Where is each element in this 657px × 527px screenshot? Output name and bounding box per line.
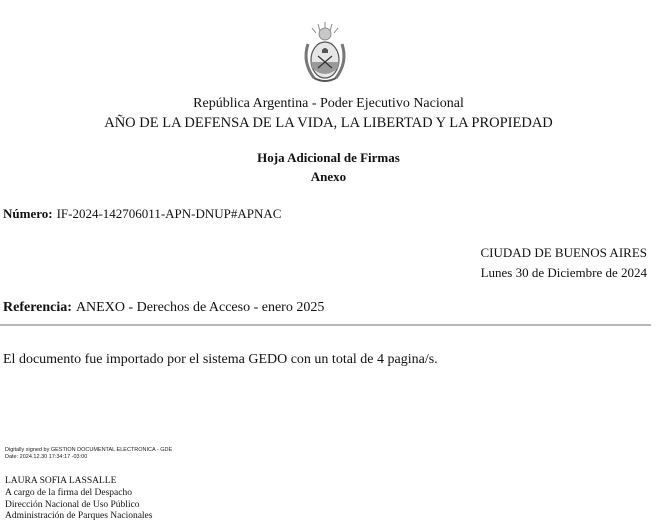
digital-signature-date: Date: 2024.12.30 17:34:17 -03:00 <box>5 453 88 460</box>
signer-role: A cargo de la firma del Despacho <box>5 488 132 498</box>
referencia-value: ANEXO - Derechos de Acceso - enero 2025 <box>75 300 325 315</box>
referencia-label: Referencia: <box>3 300 72 315</box>
reference <box>3 300 324 316</box>
city: CIUDAD DE BUENOS AIRES <box>480 245 647 260</box>
signer-name: LAURA SOFIA LASSALLE <box>5 476 117 486</box>
institution-header: República Argentina - Poder Ejecutivo Nacional <box>193 96 464 111</box>
document-date: Lunes 30 de Diciembre de 2024 <box>480 265 647 280</box>
argentina-coat-of-arms-icon <box>300 20 350 86</box>
document-subtitle: Anexo <box>310 169 347 184</box>
body-text: El documento fue importado por el sistema GEDO con un total de 4 pagina/s. <box>3 352 438 367</box>
divider <box>0 324 651 326</box>
signer-unit: Dirección Nacional de Uso Público <box>5 500 140 510</box>
document-number <box>3 206 281 222</box>
digital-signature-line: Digitally signed by GESTION DOCUMENTAL ELECTRONICA - GDE <box>5 447 173 453</box>
year-motto: AÑO DE LA DEFENSA DE LA VIDA, LA LIBERTAD Y LA PROPIEDAD <box>104 115 553 131</box>
numero-label: Número: <box>3 206 53 221</box>
document-title: Hoja Adicional de Firmas <box>257 150 400 165</box>
digital-signature-stamp <box>5 447 172 460</box>
numero-value: IF-2024-142706011-APN-DNUP#APNAC <box>56 206 282 221</box>
signer-agency: Administración de Parques Nacionales <box>5 511 153 521</box>
